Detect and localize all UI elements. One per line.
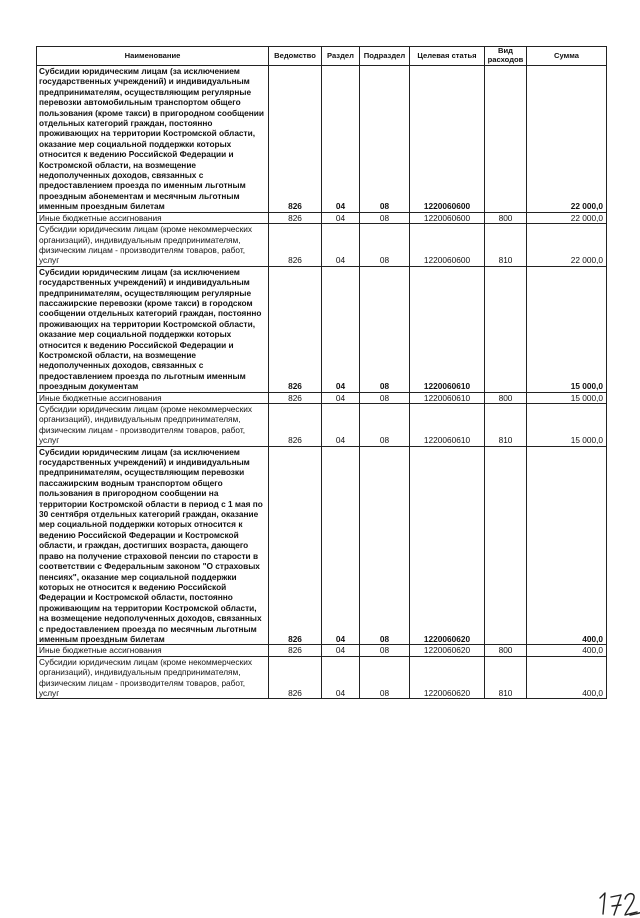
cell-statya: 1220060610 [410, 404, 485, 447]
cell-name: Субсидии юридическим лицам (кроме некоммерческих организаций), индивидуальным предпринимателям, физическим лицам - производителям товаров, работ, услуг [37, 224, 269, 267]
cell-summa: 400,0 [527, 645, 607, 656]
table-row [37, 66, 607, 213]
table-row [37, 392, 607, 403]
cell-name: Иные бюджетные ассигнования [37, 645, 269, 656]
cell-statya: 1220060610 [410, 266, 485, 392]
table-row [37, 656, 607, 699]
cell-vedomstvo: 826 [269, 224, 322, 267]
cell-name: Субсидии юридическим лицам (кроме некоммерческих организаций), индивидуальным предпринимателям, физическим лицам - производителям товаров, работ, услуг [37, 656, 269, 699]
cell-razdel: 04 [322, 224, 360, 267]
cell-vedomstvo: 826 [269, 266, 322, 392]
cell-vedomstvo: 826 [269, 392, 322, 403]
cell-summa: 400,0 [527, 446, 607, 645]
cell-razdel: 04 [322, 266, 360, 392]
cell-podrazdel: 08 [360, 645, 410, 656]
cell-name: Субсидии юридическим лицам (за исключением государственных учреждений) и индивидуальным предпринимателям, осуществляющим перевозки пассажирским водным транспортом общего пользования в пригородном сообщении на территории Костромской области в период с 1 мая по 30 сентября отдельных категорий граждан, оказание мер социальной поддержки которых относится к ведению Российской Федерации и Костромской области, и граждан, достигших возраста, дающего право на получение страховой пенсии по старости в соответствии с Федеральным законом "О страховых пенсиях", оказание мер социальной поддержки которых не относится к ведению Российской Федерации и Костромской области, постоянно проживающим на территории Костромской области, на возмещение недополученных доходов, связанных с предоставлением проезда по месячным льготным именным проездным билетам [37, 446, 269, 645]
header-vid-raskhodov: Вид расходов [485, 47, 527, 66]
cell-statya: 1220060600 [410, 224, 485, 267]
table-header-row [37, 47, 607, 66]
cell-razdel: 04 [322, 404, 360, 447]
cell-vedomstvo: 826 [269, 656, 322, 699]
cell-vedomstvo: 826 [269, 404, 322, 447]
table-row [37, 404, 607, 447]
cell-name: Иные бюджетные ассигнования [37, 212, 269, 223]
cell-podrazdel: 08 [360, 66, 410, 213]
header-name: Наименование [37, 47, 269, 66]
cell-vid-raskhodov [485, 266, 527, 392]
cell-razdel: 04 [322, 392, 360, 403]
cell-podrazdel: 08 [360, 656, 410, 699]
cell-statya: 1220060600 [410, 212, 485, 223]
cell-razdel: 04 [322, 645, 360, 656]
cell-name: Субсидии юридическим лицам (за исключением государственных учреждений) и индивидуальным предпринимателям, осуществляющим регулярные пассажирские перевозки (кроме такси) в городском сообщении отдельных категорий граждан, постоянно проживающих на территории Костромской области, оказание мер социальной поддержки которых относится к ведению Российской Федерации и Костромской области, на возмещение недополученных доходов, связанных с предоставлением проезда по льготным именным проездным документам [37, 266, 269, 392]
table-row [37, 645, 607, 656]
table-row [37, 446, 607, 645]
cell-summa: 15 000,0 [527, 404, 607, 447]
budget-document-page [36, 46, 606, 699]
cell-summa: 400,0 [527, 656, 607, 699]
cell-podrazdel: 08 [360, 212, 410, 223]
cell-podrazdel: 08 [360, 446, 410, 645]
cell-summa: 15 000,0 [527, 266, 607, 392]
header-statya: Целевая статья [410, 47, 485, 66]
cell-podrazdel: 08 [360, 224, 410, 267]
cell-summa: 22 000,0 [527, 66, 607, 213]
cell-summa: 15 000,0 [527, 392, 607, 403]
table-body [37, 66, 607, 699]
table-row [37, 266, 607, 392]
cell-vid-raskhodov: 810 [485, 404, 527, 447]
budget-table [36, 46, 607, 699]
cell-vid-raskhodov: 800 [485, 392, 527, 403]
header-summa: Сумма [527, 47, 607, 66]
cell-razdel: 04 [322, 446, 360, 645]
cell-razdel: 04 [322, 66, 360, 213]
cell-vedomstvo: 826 [269, 66, 322, 213]
cell-vid-raskhodov: 800 [485, 212, 527, 223]
cell-vid-raskhodov [485, 446, 527, 645]
cell-summa: 22 000,0 [527, 212, 607, 223]
handwritten-page-number [594, 884, 640, 918]
cell-statya: 1220060620 [410, 656, 485, 699]
cell-vedomstvo: 826 [269, 446, 322, 645]
cell-statya: 1220060620 [410, 446, 485, 645]
cell-vedomstvo: 826 [269, 212, 322, 223]
cell-razdel: 04 [322, 212, 360, 223]
table-row [37, 212, 607, 223]
header-vedomstvo: Ведомство [269, 47, 322, 66]
cell-podrazdel: 08 [360, 266, 410, 392]
cell-statya: 1220060620 [410, 645, 485, 656]
header-razdel: Раздел [322, 47, 360, 66]
cell-statya: 1220060600 [410, 66, 485, 213]
cell-vid-raskhodov: 810 [485, 224, 527, 267]
header-podrazdel: Подраздел [360, 47, 410, 66]
cell-summa: 22 000,0 [527, 224, 607, 267]
cell-name: Иные бюджетные ассигнования [37, 392, 269, 403]
cell-vid-raskhodov: 810 [485, 656, 527, 699]
table-row [37, 224, 607, 267]
cell-podrazdel: 08 [360, 392, 410, 403]
cell-razdel: 04 [322, 656, 360, 699]
cell-name: Субсидии юридическим лицам (за исключением государственных учреждений) и индивидуальным предпринимателям, осуществляющим регулярные перевозки автомобильным транспортом общего пользования (кроме такси) в пригородном сообщении отдельных категорий граждан, постоянно проживающих на территории Костромской области, оказание мер социальной поддержки которых относится к ведению Российской Федерации и Костромской области, на возмещение недополученных доходов, связанных с предоставлением проезда по именным льготным проездным абонементам и месячным льготным именным проездным билетам [37, 66, 269, 213]
cell-statya: 1220060610 [410, 392, 485, 403]
cell-vid-raskhodov [485, 66, 527, 213]
cell-name: Субсидии юридическим лицам (кроме некоммерческих организаций), индивидуальным предпринимателям, физическим лицам - производителям товаров, работ, услуг [37, 404, 269, 447]
cell-podrazdel: 08 [360, 404, 410, 447]
cell-vid-raskhodov: 800 [485, 645, 527, 656]
cell-vedomstvo: 826 [269, 645, 322, 656]
